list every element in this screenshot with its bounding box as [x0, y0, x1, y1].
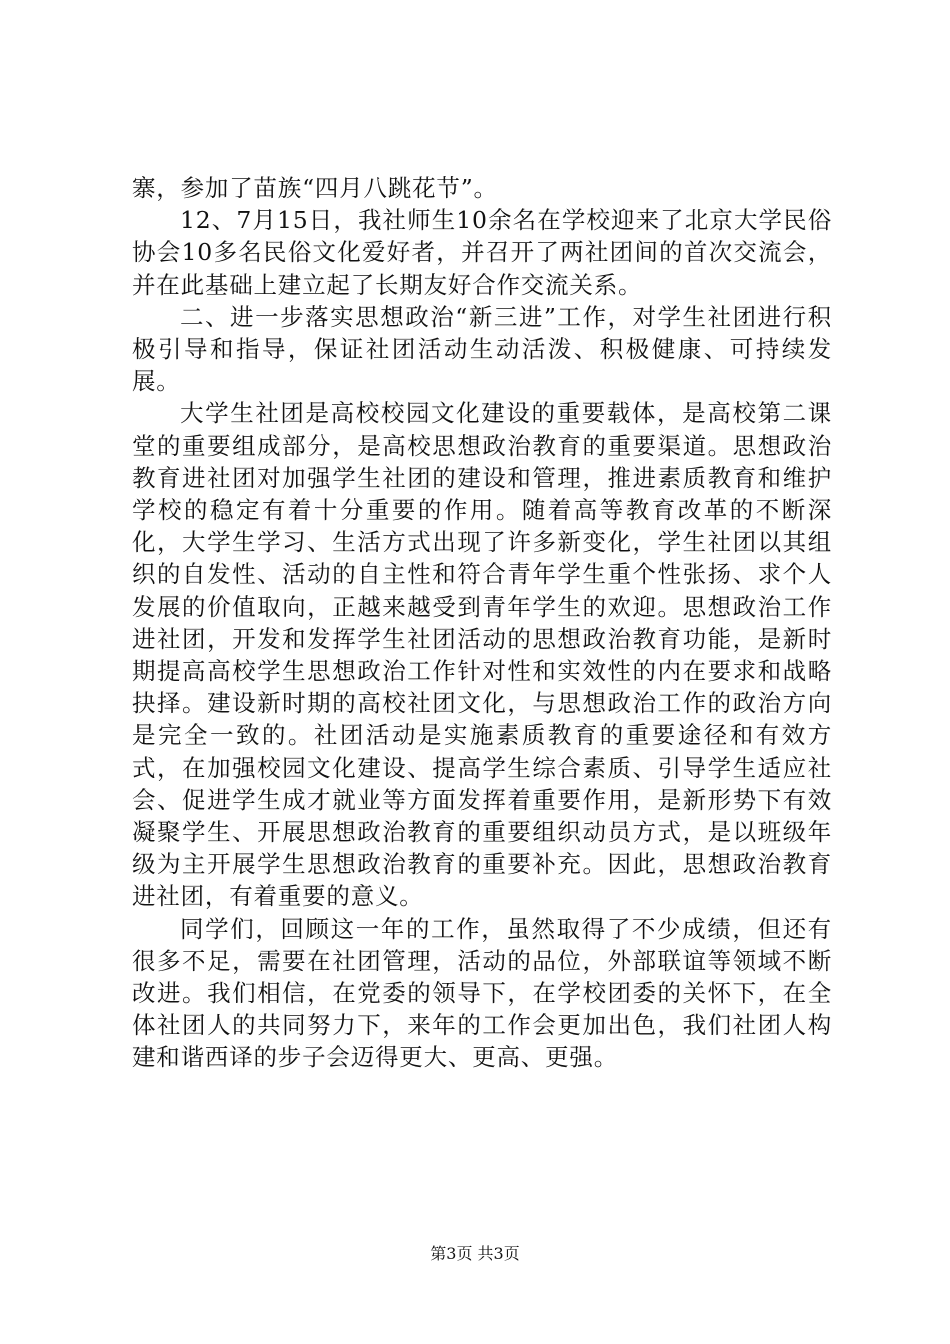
- paragraph-1: 寨，参加了苗族“四月八跳花节”。: [132, 174, 498, 202]
- paragraph-4: 大学生社团是高校校园文化建设的重要载体，是高校第二课堂的重要组成部分，是高校思想政治教育的重要渠道。思想政治教育进社团对加强学生社团的建设和管理，推进素质教育和维护学校的稳定有着十分重要的作用。随着高等教育改革的不断深化，大学生学习、生活方式出现了许多新变化，学生社团以其组织的自发性、活动的自主性和符合青年学生重个性张扬、求个人发展的价值取向，正越来越受到青年学生的欢迎。思想政治工作进社团，开发和发挥学生社团活动的思想政治教育功能，是新时期提高高校学生思想政治工作针对性和实效性的内在要求和战略抉择。建设新时期的高校社团文化，与思想政治工作的政治方向是完全一致的。社团活动是实施素质教育的重要途径和有效方式，在加强校园文化建设、提高学生综合素质、引导学生适应社会、促进学生成才就业等方面发挥着重要作用，是新形势下有效凝聚学生、开展思想政治教育的重要组织动员方式，是以班级年级为主开展学生思想政治教育的重要补充。因此，思想政治教育进社团，有着重要的意义。: [132, 399, 832, 911]
- page-footer: [0, 1244, 950, 1264]
- page-number: 第3页 共3页: [430, 1244, 520, 1263]
- document-body: [132, 172, 832, 1074]
- paragraph-3: 二、进一步落实思想政治“新三进”工作，对学生社团进行积极引导和指导，保证社团活动生动活泼、积极健康、可持续发展。: [132, 302, 832, 396]
- paragraph-5: 同学们，回顾这一年的工作，虽然取得了不少成绩，但还有很多不足，需要在社团管理，活动的品位，外部联谊等领域不断改进。我们相信，在党委的领导下，在学校团委的关怀下，在全体社团人的共同努力下，来年的工作会更加出色，我们社团人构建和谐西译的步子会迈得更大、更高、更强。: [132, 914, 832, 1072]
- paragraph-2: 12、7月15日，我社师生10余名在学校迎来了北京大学民俗协会10多名民俗文化爱好者，并召开了两社团间的首次交流会，并在此基础上建立起了长期友好合作交流关系。: [132, 206, 832, 299]
